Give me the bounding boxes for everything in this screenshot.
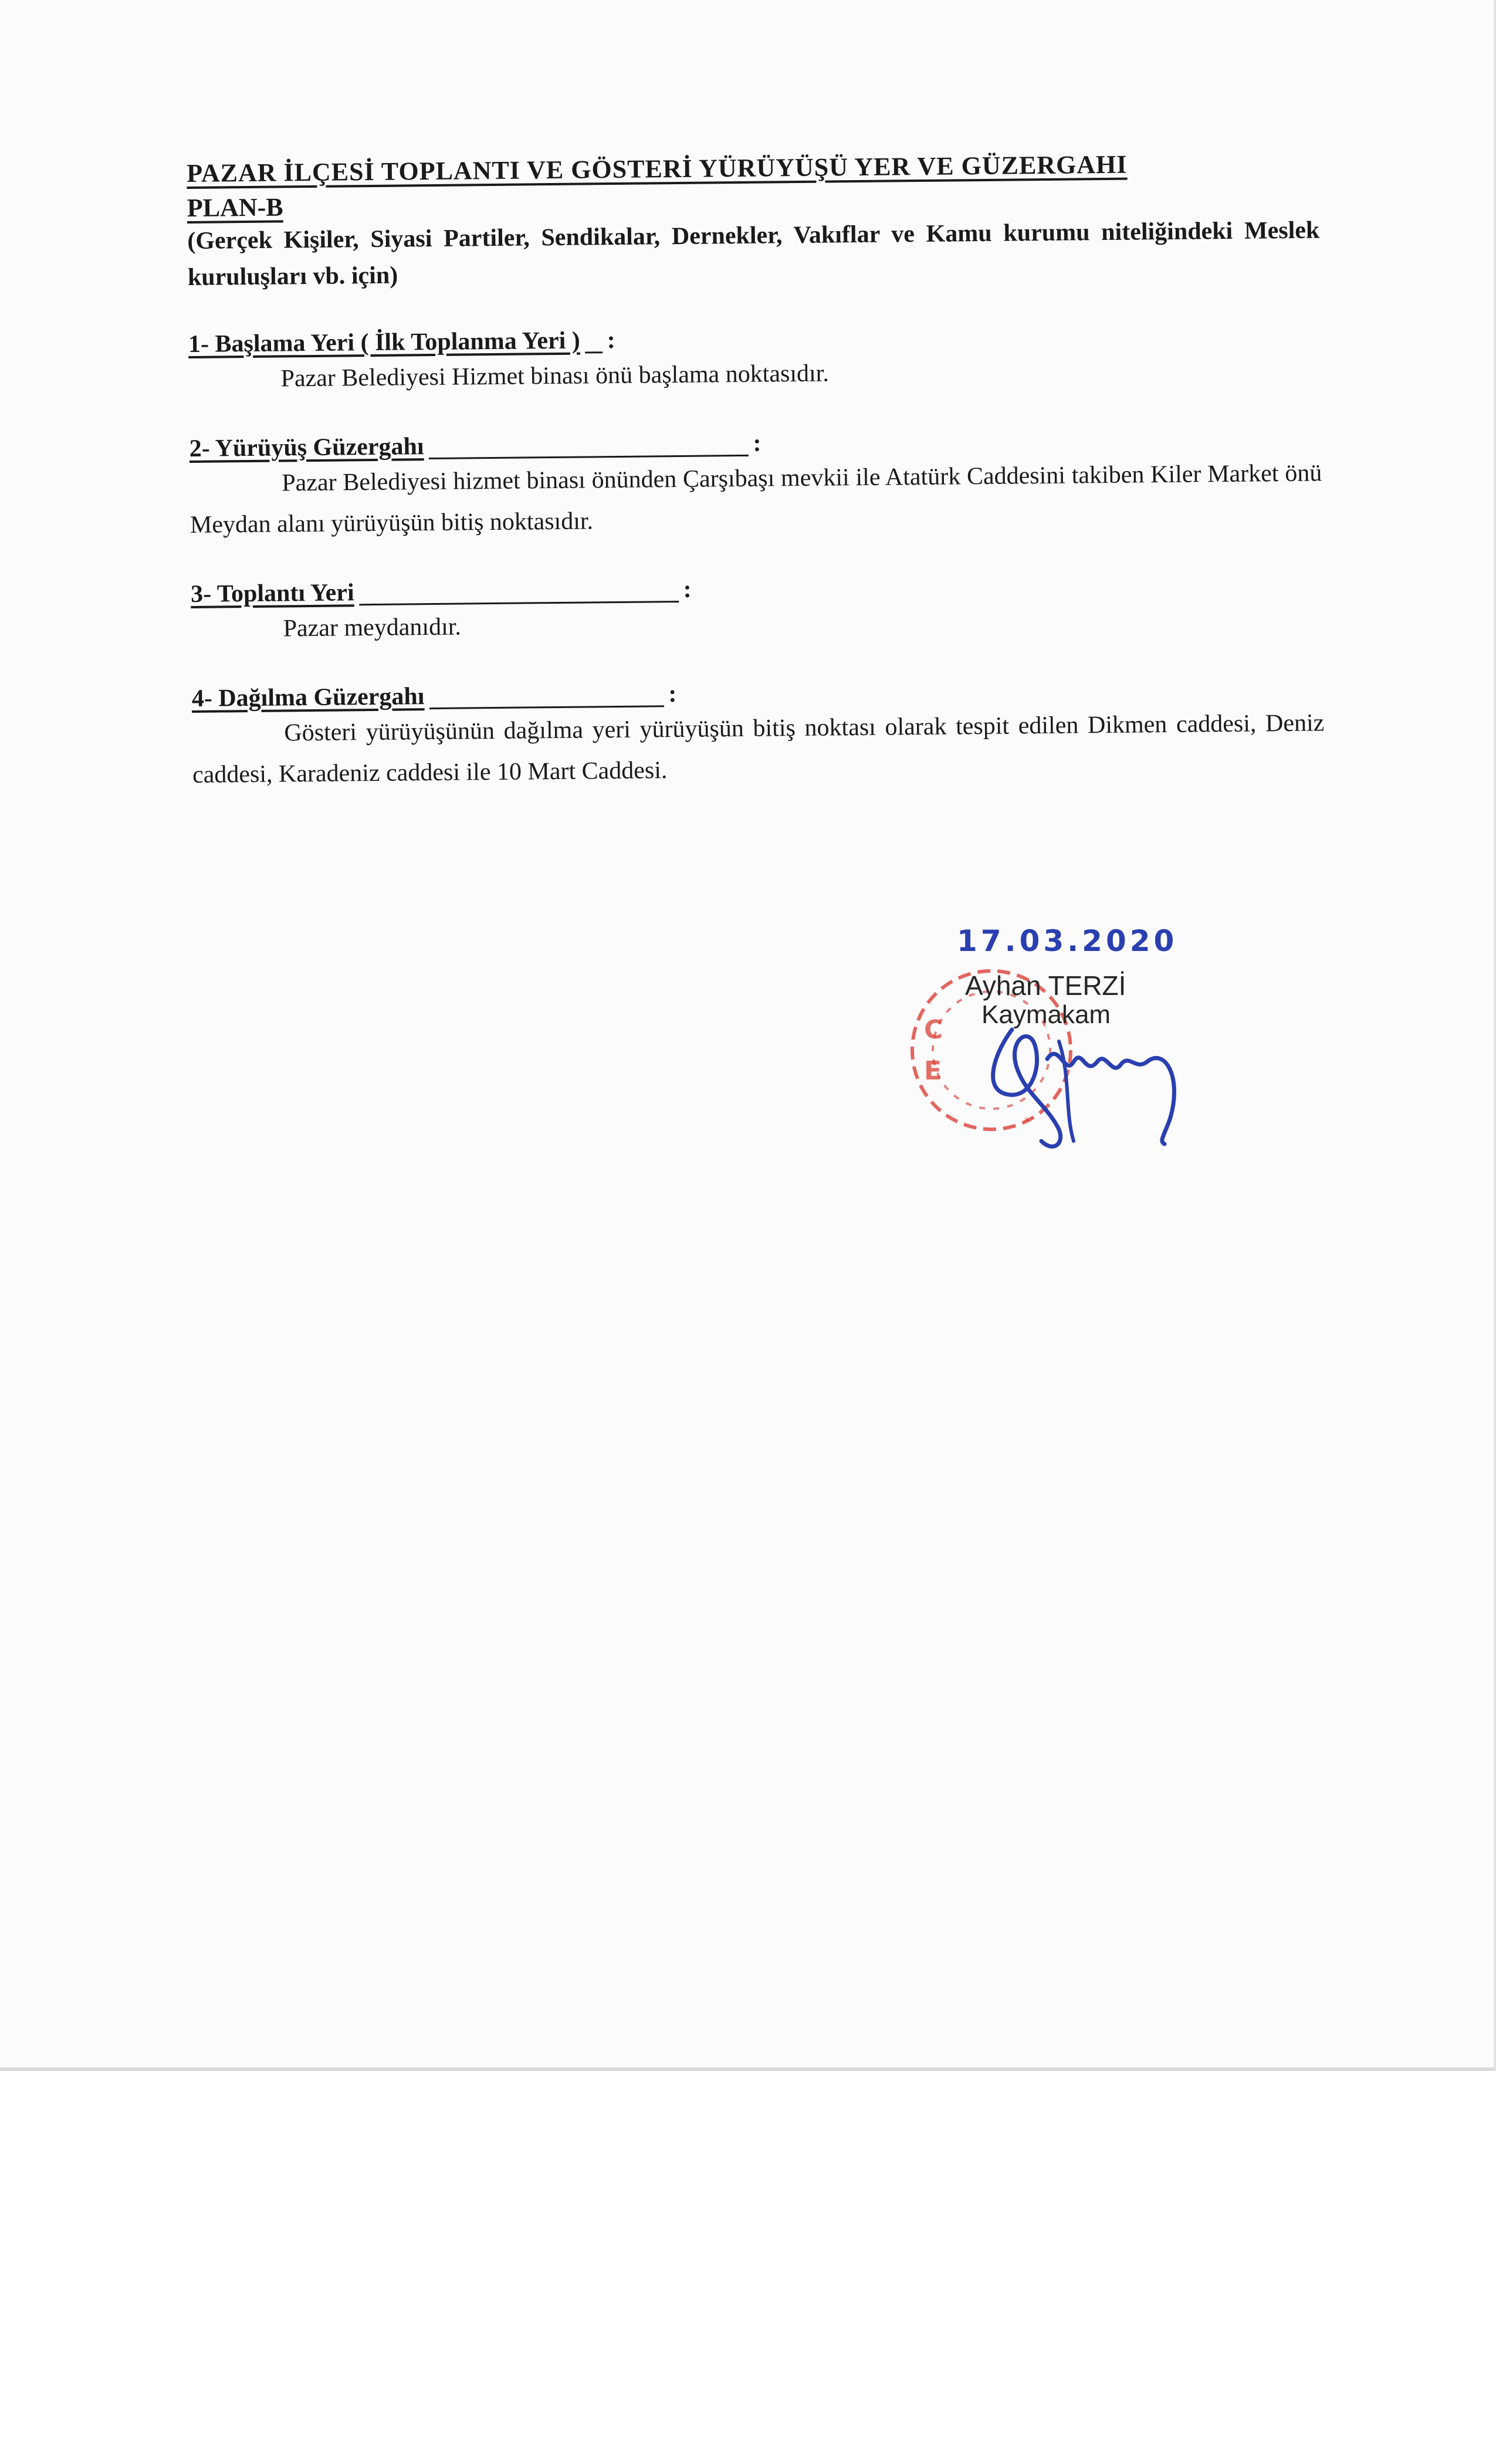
signature-block bbox=[906, 918, 1223, 1165]
signatory-name: Ayhan TERZİ bbox=[965, 970, 1126, 1001]
document-title: PAZAR İLÇESİ TOPLANTI VE GÖSTERİ YÜRÜYÜŞÜ YER VE GÜZERGAHI bbox=[187, 150, 1128, 188]
plan-label: PLAN-B bbox=[187, 192, 283, 222]
section-heading: 3- Toplantı Yeri : bbox=[190, 576, 692, 608]
svg-text:*: * bbox=[1024, 1115, 1030, 1130]
section-text: Pazar meydanıdır. bbox=[283, 613, 462, 642]
signatory-title: Kaymakam bbox=[981, 1000, 1111, 1029]
svg-text:E: E bbox=[924, 1056, 942, 1086]
svg-text:C: C bbox=[924, 1015, 943, 1045]
section-start-place bbox=[188, 319, 1321, 400]
section-heading: 4- Dağılma Güzergahı : bbox=[191, 681, 677, 712]
section-text: Pazar Belediyesi Hizmet binası önü başlama noktasıdır. bbox=[280, 360, 830, 392]
handwritten-signature-icon bbox=[971, 1006, 1217, 1159]
document-subtitle: (Gerçek Kişiler, Siyasi Partiler, Sendikalar, Dernekler, Vakıflar ve Kamu kurumu niteliğindeki Meslek kuruluşları vb. için) bbox=[187, 216, 1320, 291]
section-dispersal-route bbox=[192, 673, 1325, 796]
section-heading: 2- Yürüyüş Güzergahı : bbox=[189, 429, 761, 462]
document-body bbox=[187, 147, 1325, 795]
section-meeting-place bbox=[191, 568, 1324, 650]
section-text: Pazar Belediyesi hizmet binası önünden Çarşıbaşı mevkii ile Atatürk Caddesini takiben Kiler Market önü Meydan alanı yürüyüşün bitiş noktasıdır. bbox=[189, 459, 1322, 539]
section-text: Gösteri yürüyüşünün dağılma yeri yürüyüşün bitiş noktası olarak tespit edilen Dikmen caddesi, Deniz caddesi, Karadeniz caddesi ile 10 Mart Caddesi. bbox=[192, 709, 1325, 788]
signature-date: 17.03.2020 bbox=[957, 924, 1178, 958]
section-march-route bbox=[189, 423, 1323, 546]
section-heading: 1- Başlama Yeri ( İlk Toplanma Yeri ) : bbox=[188, 327, 615, 358]
